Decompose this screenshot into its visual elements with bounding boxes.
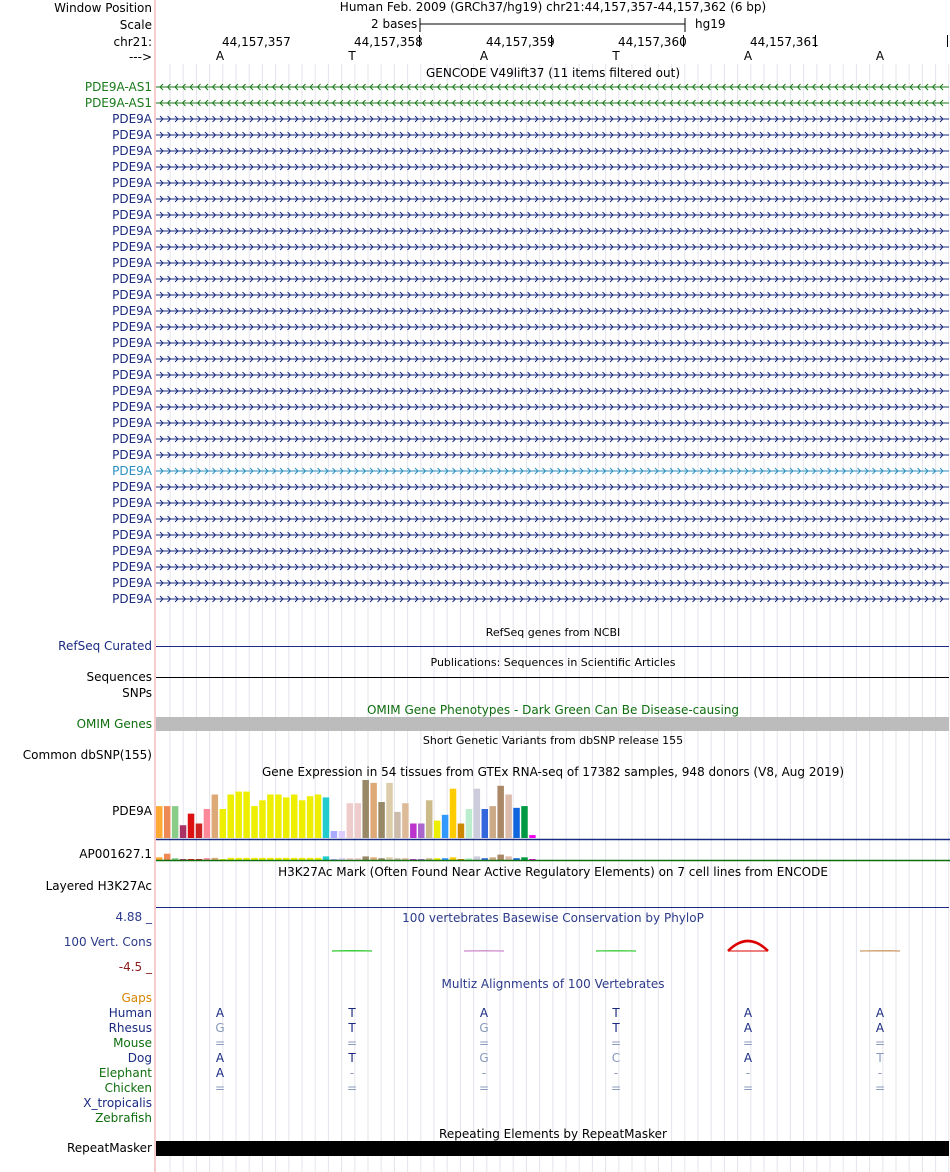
gtex-bar [243, 792, 250, 838]
gencode-transcript-label[interactable]: PDE9A [112, 400, 152, 414]
gencode-transcript-line[interactable] [156, 258, 949, 268]
scale-assembly: hg19 [695, 17, 726, 31]
gtex-bar-gene2 [434, 858, 441, 860]
gtex-bar-gene2 [362, 856, 369, 860]
ruler-position: 44,157,359 [486, 35, 555, 49]
gtex-bar [275, 795, 282, 839]
chrom-label: chr21: [113, 35, 152, 49]
gtex-bar-gene2 [474, 856, 481, 860]
multiz-base: = [610, 1081, 622, 1095]
multiz-base: G [479, 1051, 489, 1065]
gencode-transcript-line[interactable] [156, 82, 949, 92]
gencode-transcript-line[interactable] [156, 178, 949, 188]
reference-base: A [743, 49, 753, 63]
ruler-position: 44,157,358 [354, 35, 423, 49]
gtex-bar [180, 825, 187, 838]
gencode-transcript-label[interactable]: PDE9A [112, 560, 152, 574]
refseq-line[interactable] [156, 646, 949, 647]
multiz-base: A [743, 1021, 753, 1035]
multiz-base: T [348, 1021, 356, 1035]
multiz-base: A [875, 1021, 885, 1035]
gencode-title: GENCODE V49lift37 (11 items filtered out) [425, 66, 680, 80]
gencode-transcript-label[interactable]: PDE9A [112, 288, 152, 302]
gencode-transcript-line[interactable] [156, 338, 949, 348]
publications-line[interactable] [156, 677, 949, 678]
gencode-transcript-line[interactable] [156, 274, 949, 284]
omim-label[interactable]: OMIM Genes [76, 717, 152, 731]
gencode-transcript-line[interactable] [156, 578, 949, 588]
gencode-transcript-line[interactable] [156, 514, 949, 524]
strand-label: ---> [128, 50, 152, 64]
gtex-bar [370, 783, 377, 838]
multiz-base: = [610, 1036, 622, 1050]
gtex-bar [521, 806, 528, 838]
gtex-bar [529, 835, 536, 838]
gencode-transcript-label[interactable]: PDE9A [112, 304, 152, 318]
scale-label: Scale [119, 18, 152, 32]
multiz-base: G [215, 1021, 225, 1035]
gtex-bar-gene2 [505, 856, 512, 860]
gtex-bar-gene2 [497, 855, 504, 860]
gtex-bar [315, 795, 322, 839]
h3k27ac-baseline [156, 907, 949, 908]
h3k27ac-title: H3K27Ac Mark (Often Found Near Active Regulatory Elements) on 7 cell lines from ENCODE [278, 865, 828, 879]
gtex-bar [450, 789, 457, 838]
gtex-bar [307, 796, 314, 838]
gtex-bar-gene2 [267, 858, 274, 860]
gtex-bar-gene2 [259, 858, 266, 860]
h3k27ac-label[interactable]: Layered H3K27Ac [45, 879, 152, 893]
multiz-base: - [877, 1066, 883, 1080]
gencode-transcript-label[interactable]: PDE9A [112, 464, 152, 478]
dbsnp-label[interactable]: Common dbSNP(155) [22, 748, 152, 762]
gencode-transcript-label[interactable]: PDE9A-AS1 [84, 80, 152, 94]
gtex-bar-gene2 [323, 856, 330, 860]
gencode-transcript-line[interactable] [156, 130, 949, 140]
gencode-transcript-label[interactable]: PDE9A [112, 192, 152, 206]
gencode-transcript-label[interactable]: PDE9A [112, 112, 152, 126]
multiz-species-label[interactable]: Chicken [104, 1081, 152, 1095]
repeatmasker-label[interactable]: RepeatMasker [66, 1141, 152, 1155]
gtex-bar-gene2 [212, 858, 219, 860]
multiz-base: = [874, 1081, 886, 1095]
gtex-bar-gene2 [394, 858, 401, 860]
gencode-transcript-label[interactable]: PDE9A [112, 384, 152, 398]
gtex-bar [513, 808, 520, 838]
snps-label[interactable]: SNPs [122, 686, 152, 700]
gencode-transcript-label[interactable]: PDE9A [112, 512, 152, 526]
gtex-bar [497, 786, 504, 838]
gtex-bar-gene2 [450, 857, 457, 860]
ruler-position: 44,157,360 [618, 35, 687, 49]
gencode-transcript-label[interactable]: PDE9A-AS1 [84, 96, 152, 110]
gtex-bar-gene2 [521, 857, 528, 860]
gtex-bar [331, 831, 338, 838]
multiz-species-label[interactable]: Human [108, 1006, 152, 1020]
multiz-base: C [611, 1051, 621, 1065]
gencode-transcript-label[interactable]: PDE9A [112, 128, 152, 142]
gtex-bar-gene2 [489, 857, 496, 860]
gtex-bar [299, 800, 306, 838]
conservation-title: 100 vertebrates Basewise Conservation by PhyloP [402, 911, 704, 925]
gencode-transcript-label[interactable]: PDE9A [112, 480, 152, 494]
gtex-bar [172, 806, 179, 838]
multiz-base: - [613, 1066, 619, 1080]
multiz-base: T [348, 1006, 356, 1020]
gencode-transcript-line[interactable] [156, 418, 949, 428]
gtex-bar-gene2 [204, 858, 211, 860]
multiz-species-label[interactable]: Rhesus [108, 1021, 152, 1035]
gtex-bar [489, 806, 496, 838]
gtex-bar-gene2 [466, 858, 473, 860]
gtex-bar-gene2 [227, 858, 234, 860]
gencode-transcript-line[interactable] [156, 210, 949, 220]
gtex-bar-gene2 [513, 858, 520, 860]
window-position-value: Human Feb. 2009 (GRCh37/hg19) chr21:44,157,357-44,157,362 (6 bp) [339, 0, 767, 14]
gtex-bar [220, 809, 227, 838]
conservation-plot[interactable] [156, 926, 950, 966]
gtex-bar [402, 803, 409, 838]
gencode-transcript-label[interactable]: PDE9A [112, 208, 152, 222]
gencode-transcript-line[interactable] [156, 146, 949, 156]
gencode-transcript-line[interactable] [156, 354, 949, 364]
multiz-base: T [348, 1051, 356, 1065]
gencode-transcript-line[interactable] [156, 306, 949, 316]
gtex-bar-gene2 [235, 858, 242, 860]
multiz-base: = [214, 1081, 226, 1095]
gtex-bar-gene2 [164, 854, 171, 860]
gtex-bar [347, 803, 354, 838]
gtex-bar [482, 809, 489, 838]
gencode-transcript-line[interactable] [156, 482, 949, 492]
gtex-bar [355, 803, 362, 838]
gencode-transcript-label[interactable]: PDE9A [112, 320, 152, 334]
gtex-bar [410, 824, 417, 839]
gtex-bar [434, 821, 441, 838]
gencode-transcript-label[interactable]: PDE9A [112, 448, 152, 462]
multiz-base: = [742, 1036, 754, 1050]
gencode-transcript-label[interactable]: PDE9A [112, 144, 152, 158]
scale-bar [419, 16, 687, 34]
gencode-transcript-line[interactable] [156, 162, 949, 172]
gencode-transcript-line[interactable] [156, 546, 949, 556]
window-position-label: Window Position [54, 1, 152, 15]
reference-base: T [348, 49, 356, 63]
gtex-bar-gene2 [355, 858, 362, 860]
gencode-transcript-label[interactable]: PDE9A [112, 368, 152, 382]
repeatmasker-title: Repeating Elements by RepeatMasker [439, 1127, 667, 1141]
gtex-bar [426, 800, 433, 838]
gtex-bar [188, 814, 195, 838]
gencode-transcript-label[interactable]: PDE9A [112, 576, 152, 590]
gtex-bar [394, 812, 401, 838]
gtex-bar [458, 824, 465, 839]
multiz-base: - [349, 1066, 355, 1080]
gtex-title: Gene Expression in 54 tissues from GTEx RNA-seq of 17382 samples, 948 donors (V8, Aug 2019) [261, 765, 845, 779]
gtex-bar [378, 802, 385, 838]
gencode-transcript-line[interactable] [156, 434, 949, 444]
multiz-species-label[interactable]: X_tropicalis [83, 1096, 152, 1110]
gtex-bar-gene2 [442, 858, 449, 860]
gencode-transcript-line[interactable] [156, 402, 949, 412]
gencode-transcript-label[interactable]: PDE9A [112, 496, 152, 510]
multiz-base: = [742, 1081, 754, 1095]
refseq-label[interactable]: RefSeq Curated [58, 639, 152, 653]
gtex-bar [505, 795, 512, 839]
gtex-bar [235, 792, 242, 838]
gencode-transcript-line[interactable] [156, 226, 949, 236]
gtex-bar-gene2 [378, 858, 385, 860]
multiz-species-label[interactable]: Elephant [98, 1066, 152, 1080]
gencode-transcript-label[interactable]: PDE9A [112, 336, 152, 350]
omim-bar[interactable] [156, 717, 949, 731]
gtex-bar [259, 800, 266, 838]
gencode-transcript-label[interactable]: PDE9A [112, 352, 152, 366]
gencode-transcript-line[interactable] [156, 98, 949, 108]
gtex-bar-gene2 [251, 858, 258, 860]
multiz-base: A [743, 1051, 753, 1065]
gtex-bar [362, 780, 369, 838]
gtex-bar-gene2 [347, 858, 354, 860]
multiz-base: G [479, 1021, 489, 1035]
multiz-base: = [346, 1036, 358, 1050]
gtex-bar [291, 795, 298, 839]
gtex-bar [204, 809, 211, 838]
gtex-bar-gene2 [283, 858, 290, 860]
multiz-base: = [346, 1081, 358, 1095]
multiz-species-label[interactable]: Mouse [113, 1036, 152, 1050]
gtex-bar-gene2 [299, 858, 306, 860]
gtex-bar-gene2 [402, 858, 409, 860]
gtex-bar [164, 806, 171, 838]
publications-sequences-label[interactable]: Sequences [86, 670, 152, 684]
gtex-bar [267, 795, 274, 839]
multiz-base: A [479, 1006, 489, 1020]
gencode-transcript-label[interactable]: PDE9A [112, 416, 152, 430]
gtex-bar [283, 797, 290, 838]
reference-base: A [875, 49, 885, 63]
multiz-base: A [215, 1051, 225, 1065]
multiz-base: T [612, 1021, 620, 1035]
gtex-bar-gene2 [243, 858, 250, 860]
gencode-transcript-line[interactable] [156, 194, 949, 204]
multiz-base: A [215, 1006, 225, 1020]
conservation-label[interactable]: 100 Vert. Cons [63, 935, 152, 949]
multiz-title: Multiz Alignments of 100 Vertebrates [441, 977, 665, 991]
gencode-transcript-line[interactable] [156, 370, 949, 380]
gtex-bar-gene2 [339, 858, 346, 860]
multiz-base: T [612, 1006, 620, 1020]
gtex-bar [418, 824, 425, 839]
ruler-position: 44,157,357 [222, 35, 291, 49]
multiz-species-label[interactable]: Zebrafish [95, 1111, 152, 1125]
gtex-bar-gene2 [370, 857, 377, 860]
gtex-bar-gene2 [482, 858, 489, 860]
gtex-bar-gene2 [386, 857, 393, 860]
conservation-min-label: -4.5 _ [118, 960, 152, 974]
gencode-transcript-line[interactable] [156, 290, 949, 300]
gencode-transcript-line[interactable] [156, 450, 949, 460]
ruler-tick [947, 35, 948, 47]
gtex-bar-gene2 [426, 858, 433, 860]
publications-title: Publications: Sequences in Scientific Articles [430, 656, 676, 669]
gtex-bar [466, 809, 473, 838]
gtex-chart[interactable] [156, 778, 950, 863]
gencode-transcript-line[interactable] [156, 562, 949, 572]
multiz-base: - [745, 1066, 751, 1080]
gtex-bar-gene2 [156, 857, 163, 860]
gencode-transcript-label[interactable]: PDE9A [112, 272, 152, 286]
gencode-transcript-label[interactable]: PDE9A [112, 544, 152, 558]
multiz-base: A [875, 1006, 885, 1020]
multiz-base: - [481, 1066, 487, 1080]
gtex-gene2-label[interactable]: AP001627.1 [79, 847, 152, 861]
ruler-position: 44,157,361 [750, 35, 819, 49]
multiz-base: = [214, 1036, 226, 1050]
gencode-transcript-label[interactable]: PDE9A [112, 160, 152, 174]
conservation-max-label: 4.88 _ [115, 910, 152, 924]
gencode-transcript-label[interactable]: PDE9A [112, 256, 152, 270]
multiz-base: A [215, 1066, 225, 1080]
reference-base: T [612, 49, 620, 63]
gtex-bar-gene2 [291, 858, 298, 860]
gtex-bar [196, 824, 203, 839]
multiz-base: T [876, 1051, 884, 1065]
multiz-base: = [874, 1036, 886, 1050]
gtex-bar [339, 831, 346, 838]
gencode-transcript-line[interactable] [156, 322, 949, 332]
gtex-bar [251, 806, 258, 838]
multiz-base: = [478, 1036, 490, 1050]
gencode-transcript-label[interactable]: PDE9A [112, 592, 152, 606]
gtex-bar [212, 795, 219, 839]
gaps-label[interactable]: Gaps [121, 991, 152, 1005]
gencode-transcript-label[interactable]: PDE9A [112, 240, 152, 254]
gencode-transcript-line[interactable] [156, 530, 949, 540]
conservation-peak [728, 941, 768, 951]
gtex-bar-gene2 [315, 858, 322, 860]
dbsnp-title: Short Genetic Variants from dbSNP release 155 [422, 734, 684, 747]
gencode-transcript-line[interactable] [156, 498, 949, 508]
gencode-transcript-line[interactable] [156, 242, 949, 252]
reference-base: A [479, 49, 489, 63]
scale-bases: 2 bases [371, 17, 418, 31]
gtex-bar [474, 789, 481, 838]
reference-base: A [215, 49, 225, 63]
gtex-bar [323, 797, 330, 838]
gtex-bar [386, 783, 393, 838]
gencode-transcript-label[interactable]: PDE9A [112, 224, 152, 238]
gencode-transcript-line[interactable] [156, 114, 949, 124]
gtex-bar [156, 806, 163, 838]
gtex-bar [227, 795, 234, 839]
multiz-base: A [743, 1006, 753, 1020]
multiz-species-label[interactable]: Dog [127, 1051, 152, 1065]
gencode-transcript-line[interactable] [156, 466, 949, 476]
multiz-base: = [478, 1081, 490, 1095]
refseq-title: RefSeq genes from NCBI [485, 626, 621, 639]
repeatmasker-bar[interactable] [156, 1141, 949, 1156]
gencode-transcript-label[interactable]: PDE9A [112, 432, 152, 446]
gencode-transcript-label[interactable]: PDE9A [112, 176, 152, 190]
gencode-transcript-line[interactable] [156, 386, 949, 396]
gtex-gene1-label[interactable]: PDE9A [112, 804, 152, 818]
gencode-transcript-line[interactable] [156, 594, 949, 604]
gtex-bar-gene2 [275, 858, 282, 860]
gencode-transcript-label[interactable]: PDE9A [112, 528, 152, 542]
gtex-bar-gene2 [172, 858, 179, 860]
gtex-bar-gene2 [307, 858, 314, 860]
gtex-bar [442, 815, 449, 838]
omim-title: OMIM Gene Phenotypes - Dark Green Can Be Disease-causing [366, 703, 740, 717]
